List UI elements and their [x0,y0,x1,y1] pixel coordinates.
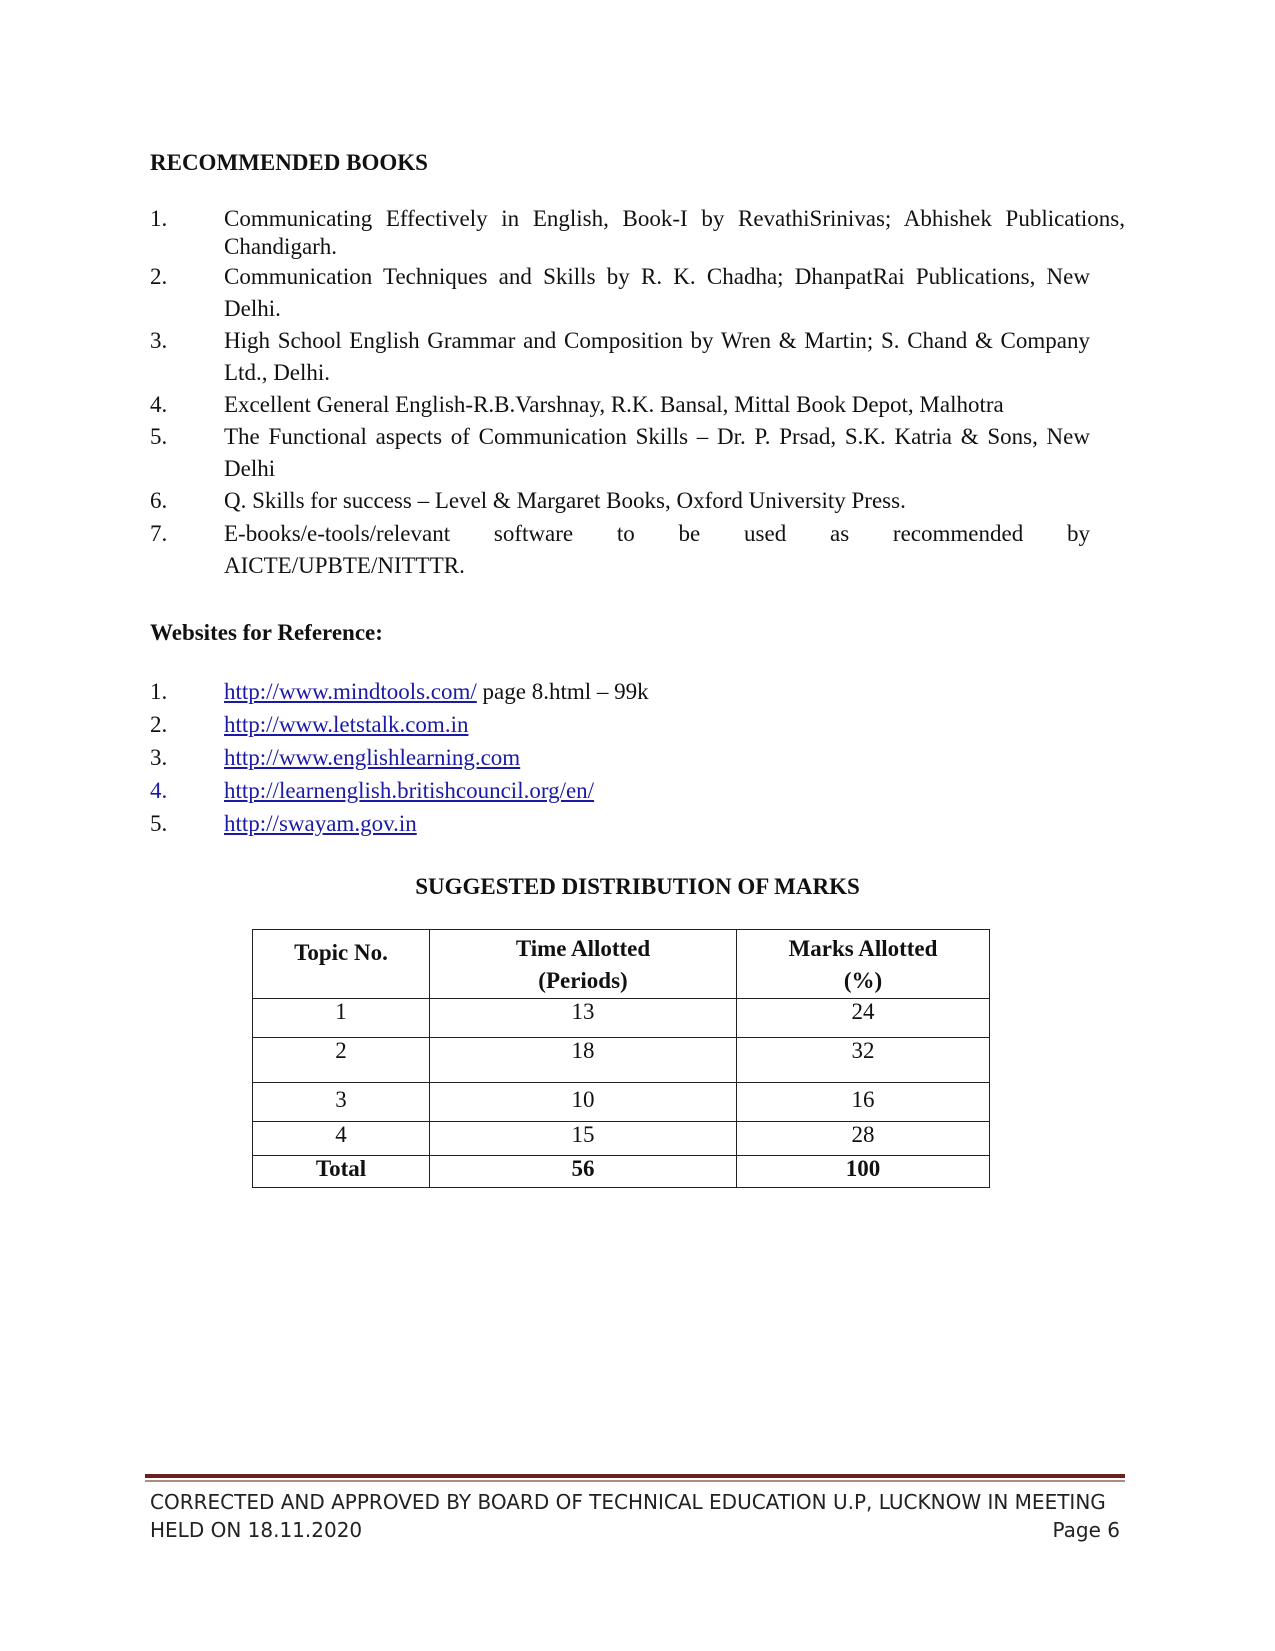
list-number: 5. [150,424,168,449]
website-entry [224,676,1125,708]
topic-cell: 3 [253,1083,430,1122]
book-item-7 [150,518,1125,582]
table-header-row [253,930,990,999]
book-item-2 [150,261,1125,325]
marks-cell: 28 [737,1122,990,1156]
website-link[interactable]: http://learnenglish.britishcouncil.org/en/ [224,778,595,803]
list-number: 3. [150,745,168,770]
table-row [253,999,990,1038]
recommended-books-heading: RECOMMENDED BOOKS [150,150,428,175]
book-text: Communication Techniques and Skills by R. K. Chadha; DhanpatRai Publications, New Delhi. [224,264,1090,321]
total-time: 56 [430,1156,737,1188]
book-text: The Functional aspects of Communication Skills – Dr. P. Prsad, S.K. Katria & Sons, New Delhi [224,424,1090,481]
websites-heading: Websites for Reference: [150,620,383,645]
table-row [253,1038,990,1083]
table-row [253,1083,990,1122]
footer [150,1488,1120,1544]
list-number: 5. [150,811,168,836]
topic-cell: 4 [253,1122,430,1156]
header-marks: Marks Allotted (%) [737,930,990,999]
header-topic: Topic No. [253,930,430,999]
page-number: Page 6 [1052,1518,1120,1542]
website-entry [224,742,1125,774]
footer-rule-thin [145,1480,1125,1482]
footer-line-1: CORRECTED AND APPROVED BY BOARD OF TECHNICAL EDUCATION U.P, LUCKNOW IN MEETING [150,1490,1106,1514]
website-suffix: page 8.html – 99k [476,679,649,704]
website-item-3 [150,742,1125,774]
book-text: Communicating Effectively in English, Book-I by RevathiSrinivas; Abhishek Publications, Chandigarh. [224,206,1125,259]
book-text-line2: AICTE/UPBTE/NITTTR. [224,553,465,578]
time-cell: 13 [430,999,737,1038]
website-item-2 [150,709,1125,741]
table-total-row [253,1156,990,1188]
website-item-4 [150,775,1125,807]
marks-table-title: SUGGESTED DISTRIBUTION OF MARKS [415,874,860,899]
list-number: 6. [150,488,168,513]
table-row [253,1122,990,1156]
book-item-5 [150,421,1125,485]
marks-cell: 24 [737,999,990,1038]
time-cell: 15 [430,1122,737,1156]
list-number: 1. [150,206,168,231]
website-link[interactable]: http://www.englishlearning.com [224,745,521,770]
footer-line-2-row [150,1516,1120,1544]
website-link[interactable]: http://www.mindtools.com/ [224,679,477,704]
list-number: 4. [150,778,168,803]
time-cell: 18 [430,1038,737,1083]
footer-rule [145,1474,1125,1478]
book-item-4 [150,389,1125,421]
marks-table [252,929,990,1188]
list-number: 4. [150,392,168,417]
header-time: Time Allotted (Periods) [430,930,737,999]
total-marks: 100 [737,1156,990,1188]
total-label: Total [253,1156,430,1188]
book-item-3 [150,325,1125,389]
book-item-6 [150,485,1125,517]
list-number: 1. [150,679,168,704]
book-text: Q. Skills for success – Level & Margaret Books, Oxford University Press. [224,488,906,513]
website-item-1 [150,676,1125,708]
marks-cell: 16 [737,1083,990,1122]
website-item-5 [150,808,1125,840]
list-number: 2. [150,712,168,737]
website-entry [224,709,1125,741]
marks-cell: 32 [737,1038,990,1083]
book-text: Excellent General English-R.B.Varshnay, R.K. Bansal, Mittal Book Depot, Malhotra [224,392,1004,417]
list-number: 3. [150,328,168,353]
topic-cell: 1 [253,999,430,1038]
book-text: High School English Grammar and Composition by Wren & Martin; S. Chand & Company Ltd., Delhi. [224,328,1090,385]
book-text-line1: E-books/e-tools/relevant software to be used as recommended by [224,521,1090,546]
website-entry [224,775,1125,807]
list-number: 2. [150,264,168,289]
website-link[interactable]: http://swayam.gov.in [224,811,417,836]
topic-cell: 2 [253,1038,430,1083]
website-link[interactable]: http://www.letstalk.com.in [224,712,469,737]
footer-line-2: HELD ON 18.11.2020 [150,1518,363,1542]
website-entry [224,808,1125,840]
list-number: 7. [150,521,168,546]
book-item-1 [150,205,1125,261]
time-cell: 10 [430,1083,737,1122]
